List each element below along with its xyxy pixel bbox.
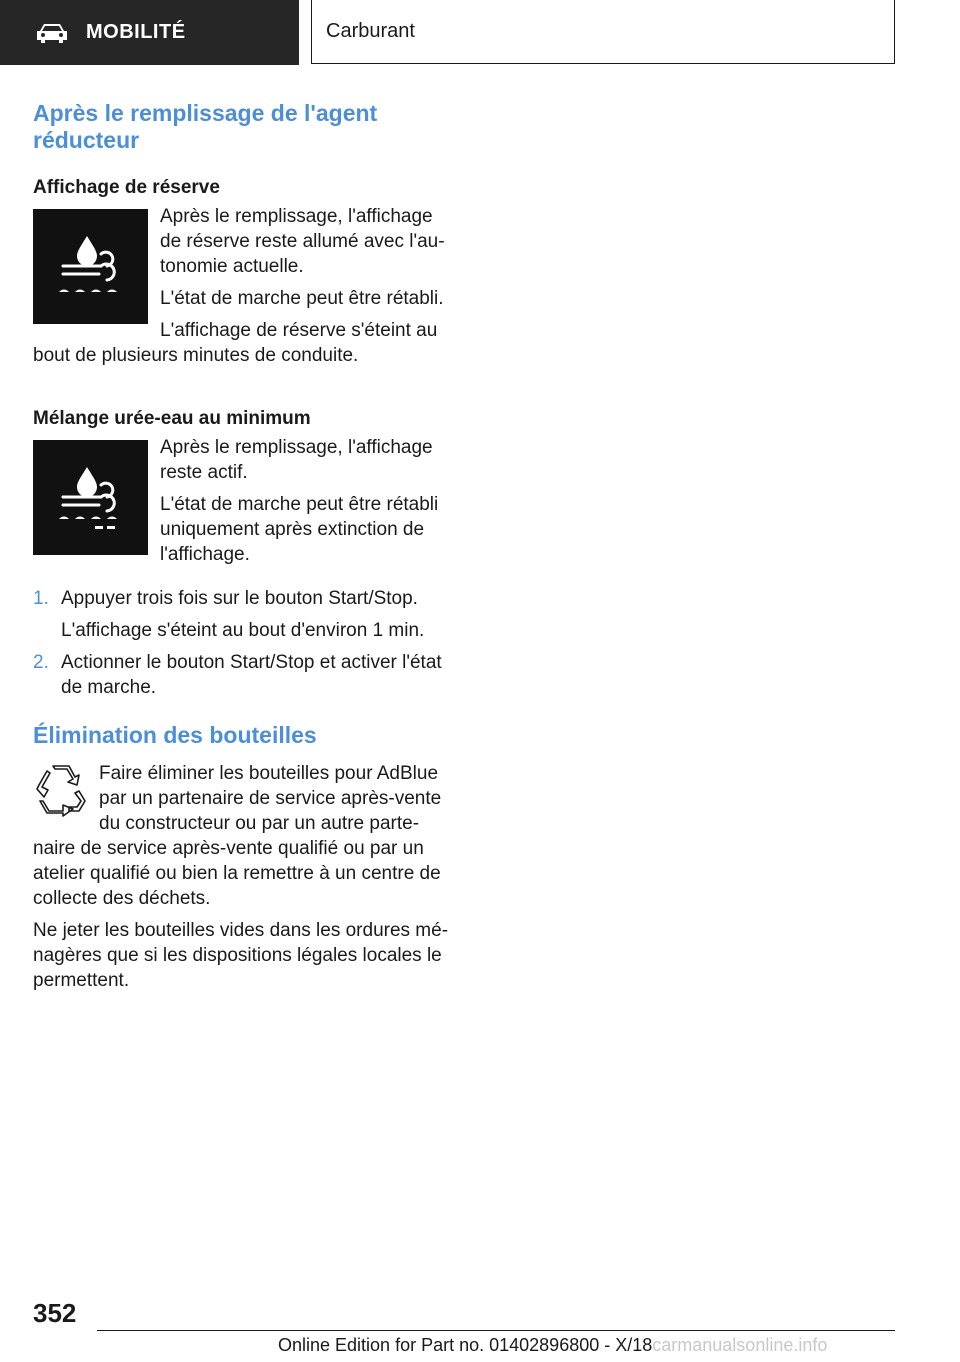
topic-header: [311, 0, 895, 64]
footer-divider: [97, 1330, 895, 1331]
disposal-title: Élimination des bouteilles: [33, 722, 317, 748]
reserve-indicator-figure: [33, 209, 148, 324]
page-content: [33, 100, 449, 1000]
reserve-text-3: L'affichage de réserve s'éteint au bout de plusieurs minutes de conduite.: [33, 320, 438, 366]
minimum-text-2: L'état de marche peut être rétabli uniquement après extinction de l'affichage.: [160, 494, 439, 565]
disposal-text-1: Faire éliminer les bouteilles pour AdBlue par un partenaire de service après-vente du constructeur ou par un autre parte-naire de service après-vente qualifié ou par un atelier qualifié ou bien la remettre à un centre de collecte des déchets.: [33, 763, 442, 909]
car-icon: [34, 21, 70, 45]
page-number: 352: [33, 1298, 77, 1328]
section-name: MOBILITÉ: [86, 21, 186, 43]
reserve-text-2: L'état de marche peut être rétabli.: [160, 288, 444, 309]
section-title: Après le remplissage de l'agent réducteur: [33, 100, 378, 153]
reserve-text-1: Après le remplissage, l'affichage de réserve reste allumé avec l'au-tonomie actuelle.: [160, 206, 445, 277]
step-text: Appuyer trois fois sur le bouton Start/Stop.: [61, 588, 418, 609]
section-tab: [0, 0, 299, 65]
step-number: 2.: [33, 652, 49, 673]
steps-list: [33, 586, 449, 700]
reserve-heading: Affichage de réserve: [33, 177, 220, 198]
minimum-indicator-figure: [33, 440, 148, 555]
adblue-reserve-icon: [51, 232, 131, 302]
footer: [278, 1335, 827, 1356]
disposal-text-2: Ne jeter les bouteilles vides dans les ordures mé-nagères que si les dispositions légales locales le permettent.: [33, 920, 449, 991]
step-number: 1.: [33, 588, 49, 609]
step-text: Actionner le bouton Start/Stop et activer l'état de marche.: [61, 652, 442, 698]
watermark: carmanualsonline.info: [652, 1335, 828, 1355]
minimum-heading: Mélange urée-eau au minimum: [33, 408, 311, 429]
step-subtext: L'affichage s'éteint au bout d'environ 1 min.: [61, 620, 425, 641]
edition-text: Online Edition for Part no. 01402896800 - X/18: [278, 1335, 653, 1355]
minimum-text-1: Après le remplissage, l'affichage reste actif.: [160, 437, 433, 483]
adblue-minimum-icon: [51, 463, 131, 533]
list-item: [33, 586, 449, 643]
topic-name: Carburant: [326, 20, 415, 42]
list-item: [33, 650, 449, 700]
recycle-icon: [33, 761, 89, 817]
